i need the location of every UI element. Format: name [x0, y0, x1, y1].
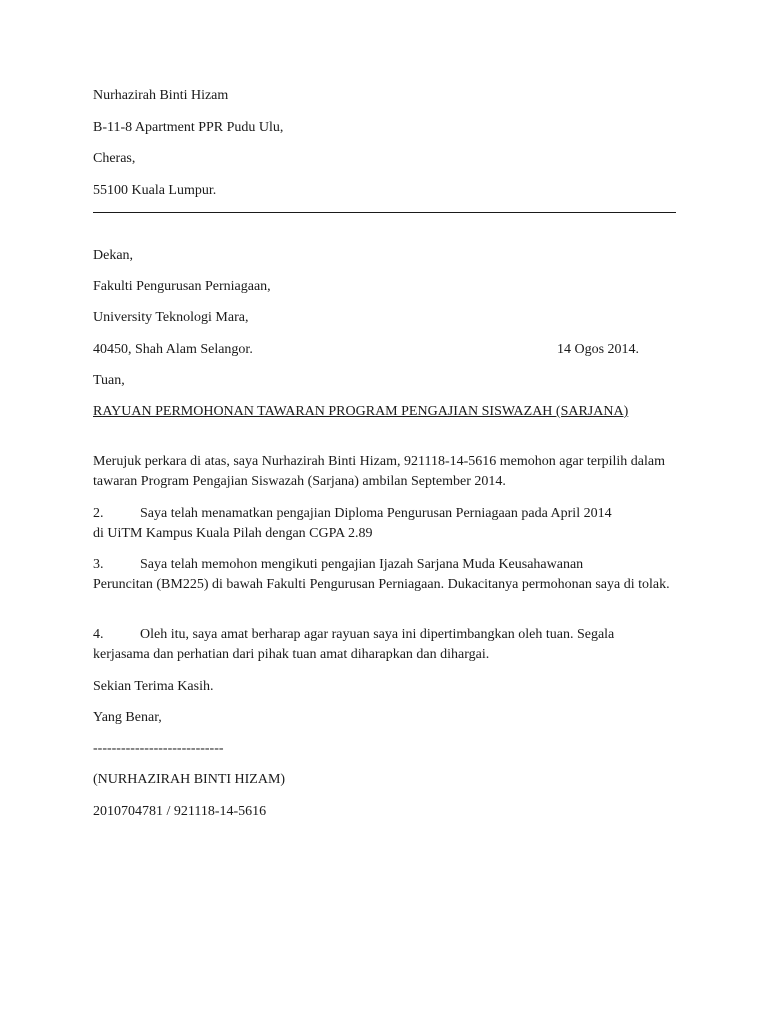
signature-line: ----------------------------	[93, 741, 224, 756]
recipient-university: University Teknologi Mara,	[93, 310, 249, 325]
recipient-title: Dekan,	[93, 248, 134, 263]
subject-heading: RAYUAN PERMOHONAN TAWARAN PROGRAM PENGAJIAN SISWAZAH (SARJANA)	[93, 404, 629, 419]
sender-address-line2: Cheras,	[93, 151, 136, 166]
paragraph-3-number: 3.	[93, 557, 104, 572]
salutation: Tuan,	[93, 373, 125, 388]
paragraph-4-rest: kerjasama dan perhatian dari pihak tuan amat diharapkan dan dihargai.	[93, 647, 490, 662]
paragraph-2-first-line: Saya telah menamatkan pengajian Diploma Pengurusan Perniagaan pada April 2014	[140, 506, 612, 521]
paragraph-4-first-line: Oleh itu, saya amat berharap agar rayuan saya ini dipertimbangkan oleh tuan. Segala	[140, 627, 615, 642]
sender-address-line3: 55100 Kuala Lumpur.	[93, 183, 217, 198]
paragraph-intro: Merujuk perkara di atas, saya Nurhazirah Binti Hizam, 921118-14-5616 memohon agar terpilih dalam tawaran Program Pengajian Siswazah (Sarjana) ambilan September 2014.	[93, 454, 666, 489]
paragraph-4-number: 4.	[93, 627, 104, 642]
header-divider	[93, 212, 676, 213]
letter-date: 14 Ogos 2014.	[557, 342, 640, 357]
sender-address-line1: B-11-8 Apartment PPR Pudu Ulu,	[93, 120, 284, 135]
recipient-address: 40450, Shah Alam Selangor.	[93, 342, 253, 357]
closing-sign-off: Yang Benar,	[93, 710, 162, 725]
paragraph-2-number: 2.	[93, 506, 104, 521]
signer-ids: 2010704781 / 921118-14-5616	[93, 804, 267, 819]
closing-thanks: Sekian Terima Kasih.	[93, 679, 214, 694]
paragraph-2	[93, 504, 673, 544]
paragraph-3-rest: Peruncitan (BM225) di bawah Fakulti Pengurusan Perniagaan. Dukacitanya permohonan saya di tolak.	[93, 577, 670, 592]
recipient-faculty: Fakulti Pengurusan Perniagaan,	[93, 279, 271, 294]
paragraph-2-rest: di UiTM Kampus Kuala Pilah dengan CGPA 2.89	[93, 526, 373, 541]
sender-name: Nurhazirah Binti Hizam	[93, 88, 229, 103]
signer-name: (NURHAZIRAH BINTI HIZAM)	[93, 772, 286, 787]
paragraph-3-first-line: Saya telah memohon mengikuti pengajian Ijazah Sarjana Muda Keusahawanan	[140, 557, 584, 572]
paragraph-4	[93, 625, 673, 665]
paragraph-3	[93, 555, 673, 595]
